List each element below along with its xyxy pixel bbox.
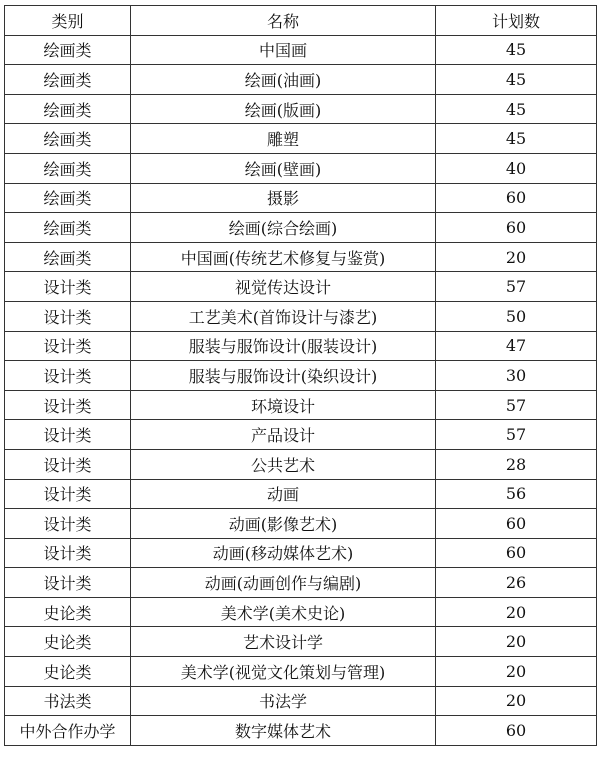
header-name: 名称 (131, 6, 436, 36)
cell-name: 数字媒体艺术 (131, 716, 436, 746)
table-row (5, 627, 597, 657)
table-row (5, 35, 597, 65)
table-row (5, 361, 597, 391)
cell-category: 设计类 (5, 449, 131, 479)
cell-plan-count: 57 (436, 420, 597, 450)
cell-category: 史论类 (5, 597, 131, 627)
cell-category: 绘画类 (5, 124, 131, 154)
table-row (5, 390, 597, 420)
cell-plan-count: 45 (436, 35, 597, 65)
cell-category: 绘画类 (5, 153, 131, 183)
cell-name: 美术学(视觉文化策划与管理) (131, 657, 436, 687)
table-row (5, 153, 597, 183)
cell-category: 绘画类 (5, 242, 131, 272)
cell-category: 绘画类 (5, 213, 131, 243)
header-category: 类别 (5, 6, 131, 36)
cell-category: 书法类 (5, 686, 131, 716)
cell-category: 设计类 (5, 509, 131, 539)
cell-name: 艺术设计学 (131, 627, 436, 657)
cell-category: 设计类 (5, 420, 131, 450)
table-row (5, 94, 597, 124)
cell-name: 视觉传达设计 (131, 272, 436, 302)
cell-plan-count: 45 (436, 65, 597, 95)
cell-plan-count: 20 (436, 657, 597, 687)
table-body (5, 35, 597, 745)
cell-category: 中外合作办学 (5, 716, 131, 746)
table-row (5, 301, 597, 331)
cell-category: 设计类 (5, 479, 131, 509)
cell-plan-count: 20 (436, 686, 597, 716)
cell-category: 绘画类 (5, 35, 131, 65)
cell-name: 动画(影像艺术) (131, 509, 436, 539)
header-plan-count: 计划数 (436, 6, 597, 36)
cell-plan-count: 60 (436, 213, 597, 243)
cell-category: 设计类 (5, 361, 131, 391)
table-row (5, 183, 597, 213)
cell-name: 绘画(版画) (131, 94, 436, 124)
cell-category: 设计类 (5, 538, 131, 568)
table-row (5, 65, 597, 95)
cell-name: 动画 (131, 479, 436, 509)
table-row (5, 686, 597, 716)
cell-plan-count: 50 (436, 301, 597, 331)
cell-plan-count: 60 (436, 509, 597, 539)
cell-plan-count: 20 (436, 597, 597, 627)
cell-plan-count: 20 (436, 242, 597, 272)
cell-name: 绘画(壁画) (131, 153, 436, 183)
cell-name: 绘画(油画) (131, 65, 436, 95)
cell-name: 美术学(美术史论) (131, 597, 436, 627)
cell-plan-count: 60 (436, 183, 597, 213)
cell-plan-count: 56 (436, 479, 597, 509)
cell-category: 设计类 (5, 390, 131, 420)
cell-name: 绘画(综合绘画) (131, 213, 436, 243)
cell-category: 设计类 (5, 272, 131, 302)
cell-name: 中国画 (131, 35, 436, 65)
cell-name: 工艺美术(首饰设计与漆艺) (131, 301, 436, 331)
cell-category: 史论类 (5, 627, 131, 657)
table-row (5, 657, 597, 687)
cell-name: 摄影 (131, 183, 436, 213)
cell-name: 动画(移动媒体艺术) (131, 538, 436, 568)
cell-name: 书法学 (131, 686, 436, 716)
table-row (5, 716, 597, 746)
table-row (5, 272, 597, 302)
cell-category: 设计类 (5, 568, 131, 598)
cell-name: 公共艺术 (131, 449, 436, 479)
cell-plan-count: 45 (436, 94, 597, 124)
cell-plan-count: 20 (436, 627, 597, 657)
table-row (5, 124, 597, 154)
cell-plan-count: 47 (436, 331, 597, 361)
table-row (5, 538, 597, 568)
cell-plan-count: 60 (436, 538, 597, 568)
cell-name: 服装与服饰设计(染织设计) (131, 361, 436, 391)
cell-plan-count: 40 (436, 153, 597, 183)
table-row (5, 242, 597, 272)
cell-plan-count: 45 (436, 124, 597, 154)
cell-category: 设计类 (5, 331, 131, 361)
cell-name: 产品设计 (131, 420, 436, 450)
cell-plan-count: 57 (436, 272, 597, 302)
cell-plan-count: 60 (436, 716, 597, 746)
cell-name: 环境设计 (131, 390, 436, 420)
cell-category: 绘画类 (5, 183, 131, 213)
enrollment-plan-table (4, 5, 597, 746)
cell-name: 中国画(传统艺术修复与鉴赏) (131, 242, 436, 272)
table-row (5, 213, 597, 243)
table-row (5, 449, 597, 479)
table-row (5, 420, 597, 450)
cell-category: 设计类 (5, 301, 131, 331)
table-row (5, 568, 597, 598)
cell-category: 绘画类 (5, 65, 131, 95)
cell-plan-count: 30 (436, 361, 597, 391)
cell-category: 绘画类 (5, 94, 131, 124)
table-row (5, 479, 597, 509)
cell-plan-count: 26 (436, 568, 597, 598)
cell-plan-count: 57 (436, 390, 597, 420)
table-row (5, 597, 597, 627)
cell-name: 服装与服饰设计(服装设计) (131, 331, 436, 361)
cell-plan-count: 28 (436, 449, 597, 479)
table-row (5, 331, 597, 361)
cell-name: 动画(动画创作与编剧) (131, 568, 436, 598)
table-header-row (5, 6, 597, 36)
cell-name: 雕塑 (131, 124, 436, 154)
table-row (5, 509, 597, 539)
cell-category: 史论类 (5, 657, 131, 687)
